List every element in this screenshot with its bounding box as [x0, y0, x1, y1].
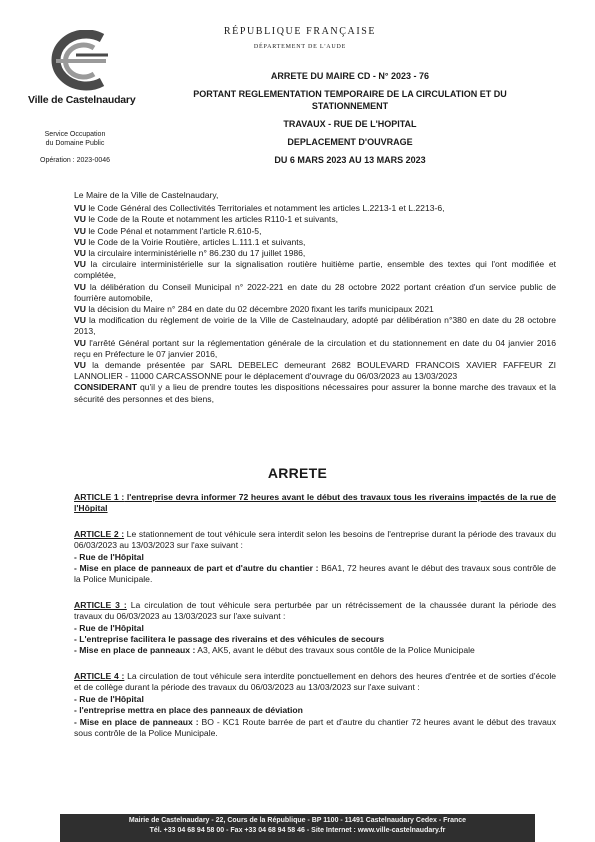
intro-line: Le Maire de la Ville de Castelnaudary,: [74, 190, 219, 200]
consideration-item: VU le Code Pénal et notamment l'article R.610-5,: [74, 225, 262, 236]
city-logo: [36, 30, 116, 92]
decree-works-type: DEPLACEMENT D'OUVRAGE: [287, 137, 413, 147]
article-3: ARTICLE 3 : La circulation de tout véhicule sera perturbée par un rétrécissement de la chaussée durant la période des travaux du 06/03/2023 au 13/03/2023 sur l'axe suivant : - Rue de l'Hôpital - L'entreprise facilitera le passage des riverains et des véhicules de secours - Mise en place de panneaux : A3, AK5, avant le début des travaux sous contôle de la Police Municipale: [74, 599, 557, 656]
decree-subject-2: STATIONNEMENT: [311, 101, 389, 111]
departement: DÉPARTEMENT DE L'AUDE: [253, 44, 347, 50]
service-line-2: du Domaine Public: [45, 140, 105, 147]
consideration-item: VU la décision du Maire n° 284 en date du 02 décembre 2020 fixant les tarifs municipaux 2021: [74, 304, 434, 315]
decree-works: TRAVAUX - RUE DE L'HOPITAL: [283, 119, 417, 129]
decree-subject-1: PORTANT REGLEMENTATION TEMPORAIRE DE LA CIRCULATION ET DU: [193, 89, 507, 99]
article-1: ARTICLE 1 : l'entreprise devra informer 72 heures avant le début des travaux tous les riverains impactés de la rue de l'Hôpital: [74, 492, 557, 514]
articles: [74, 492, 556, 753]
footer-contact: Tél. +33 04 68 94 58 00 - Fax +33 04 68 94 58 46 - Site Internet : www.ville-castelnaudary.fr: [149, 827, 446, 834]
article-4: ARTICLE 4 : La circulation de tout véhicule sera interdite ponctuellement en dehors des heures d'entrée et de sorties d'école et de collège durant la période des travaux du 06/03/2023 au 13/03/2023 sur l'axe suivant : - Rue de l'Hôpital - l'entreprise mettra en place des panneaux de déviation - Mise en place de panneaux : BO - KC1 Route barrée de part et d'autre du chantier 72 heures avant le début des travaux sous contrôle de la Police Municipale.: [74, 670, 557, 738]
consideration-item: VU le Code de la Voirie Routière, articles L.111.1 et suivants,: [74, 236, 306, 247]
consideration-item: VU la circulaire interministérielle n° 86.230 du 17 juillet 1986,: [74, 248, 306, 259]
service-label: [30, 130, 120, 148]
footer-bar: [60, 814, 535, 842]
operation-number: Opération : 2023-0046: [40, 157, 111, 164]
consideration-item: VU le Code Général des Collectivités Territoriales et notamment les articles L.2213-1 et L.2213-6,: [74, 203, 445, 214]
consideration-item: VU la demande présentée par SARL DEBELEC demeurant 2682 BOULEVARD FRANCOIS XAVIER FAFFEUR ZI LANNOLIER - 11000 CARCASSONNE pour le déplacement d'ouvrage du 06/03/2023 au 13/03/2023: [74, 360, 556, 382]
article-2: ARTICLE 2 : Le stationnement de tout véhicule sera interdit selon les besoins de l'entreprise durant la période des travaux du 06/03/2023 au 13/03/2023 sur l'axe suivant : - Rue de l'Hôpital - Mise en place de panneaux de part et d'autre du chantier : B6A1, 72 heures avant le début des travaux sous contrôle de la Police Municipale.: [74, 528, 557, 585]
consideration-item: VU la circulaire interministérielle sur la signalisation routière huitième partie, ensemble des textes qui l'ont modifiée et complétée,: [74, 259, 556, 281]
decree-dates: DU 6 MARS 2023 AU 13 MARS 2023: [274, 155, 426, 165]
arrete-heading: ARRETE: [267, 465, 328, 481]
city-name: Ville de Castelnaudary: [28, 94, 136, 106]
consideration-item: VU la modification du règlement de voirie de la Ville de Castelnaudary, adopté par délibération n°380 en date du 28 octobre 2013,: [74, 315, 556, 337]
decree-title: [160, 70, 540, 166]
footer-address: Mairie de Castelnaudary - 22, Cours de la République - BP 1100 - 11491 Castelnaudary Cedex - France: [128, 817, 467, 824]
consideration-item: VU la délibération du Conseil Municipal n° 2022-221 en date du 28 octobre 2022 portant création d'un service public de fourrière automobile,: [74, 281, 556, 303]
decree-number: ARRETE DU MAIRE CD - N° 2023 - 76: [270, 71, 430, 81]
consideration-item: VU l'arrêté Général portant sur la réglementation générale de la circulation et du stationnement en date du 04 janvier 2016 reçu en Préfecture le 07 janvier 2016,: [74, 337, 556, 359]
consideration-item: CONSIDERANT qu'il y a lieu de prendre toutes les dispositions nécessaires pour assurer la bonne marche des travaux et la sécurité des personnes et des biens,: [74, 382, 556, 404]
republique-francaise: RÉPUBLIQUE FRANÇAISE: [223, 26, 377, 37]
considerations: [74, 190, 556, 405]
consideration-item: VU le Code de la Route et notamment les articles R110-1 et suivants,: [74, 214, 339, 225]
service-line-1: Service Occupation: [44, 131, 106, 138]
